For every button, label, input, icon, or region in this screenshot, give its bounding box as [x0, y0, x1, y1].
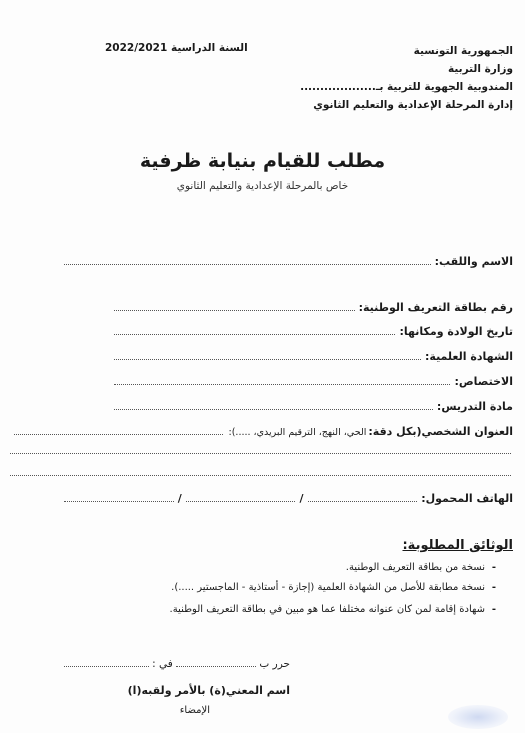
header-republic: الجمهورية التونسية	[413, 45, 513, 57]
header-ministry: وزارة التربية	[447, 63, 513, 75]
field-address[interactable]	[10, 423, 513, 438]
document-text: نسخة من بطاقة التعريف الوطنية.	[345, 562, 485, 573]
field-birth-label: تاريخ الولادة ومكانها:	[399, 325, 513, 338]
field-subject-label: مادة التدريس:	[436, 400, 513, 413]
field-subject[interactable]	[110, 398, 513, 413]
field-address-hint: الحي، النهج، الترقيم البريدي، .....):	[228, 427, 367, 438]
phone-part-1[interactable]	[308, 490, 418, 502]
document-text: شهادة إقامة لمن كان عنوانه مختلفا عما هو مبين في بطاقة التعريف الوطنية.	[169, 604, 485, 615]
phone-separator-1: /	[299, 492, 304, 505]
field-specialty-line[interactable]	[114, 373, 450, 385]
field-phone-label: الهاتف المحمول:	[421, 492, 513, 505]
header-directorate: إدارة المرحلة الإعدادية والتعليم الثانوي	[313, 99, 513, 111]
document-item	[170, 604, 503, 615]
phone-part-2[interactable]	[186, 490, 296, 502]
field-birth[interactable]	[110, 323, 513, 338]
made-on-date[interactable]	[64, 666, 149, 667]
phone-separator-2: /	[177, 492, 182, 505]
document-text: نسخة مطابقة للأصل من الشهادة العلمية (إجازة - أستاذية - الماجستير .....).	[171, 582, 485, 593]
document-bullet: -	[491, 604, 497, 615]
document-item	[171, 582, 503, 593]
field-address-line[interactable]	[14, 423, 223, 435]
field-name-label: الاسم واللقب:	[434, 255, 513, 268]
applicant-name-label: اسم المعني(ة) بالأمر ولقبه(ا)	[127, 684, 290, 697]
document-bullet: -	[491, 562, 497, 573]
field-id-card[interactable]	[110, 299, 513, 314]
field-phone[interactable]	[60, 490, 513, 505]
address-line-3[interactable]	[10, 474, 511, 476]
form-subtitle: خاص بالمرحلة الإعدادية والتعليم الثانوي	[176, 180, 349, 192]
field-name-line[interactable]	[64, 253, 431, 265]
header-regional: المندوبية الجهوية للتربية بـ...................	[300, 81, 513, 93]
school-year: السنة الدراسية 2022/2021	[105, 42, 248, 54]
field-degree-line[interactable]	[114, 348, 421, 360]
field-birth-line[interactable]	[114, 323, 395, 335]
document-bullet: -	[491, 582, 497, 593]
blue-smudge-mark	[448, 705, 508, 729]
documents-title: الوثائق المطلوبة:	[402, 538, 513, 553]
field-id-card-line[interactable]	[114, 299, 355, 311]
made-on-label: في :	[152, 658, 173, 670]
signature-label: الإمضاء	[179, 705, 210, 716]
field-address-label: العنوان الشخصي(بكل دقة:	[368, 425, 513, 438]
made-at-line	[64, 658, 290, 670]
document-item	[346, 562, 503, 573]
field-id-card-label: رقم بطاقة التعريف الوطنية:	[358, 301, 513, 314]
field-specialty-label: الاختصاص:	[454, 375, 513, 388]
address-line-2[interactable]	[10, 452, 511, 454]
field-subject-line[interactable]	[114, 398, 433, 410]
field-specialty[interactable]	[110, 373, 513, 388]
field-name[interactable]	[60, 253, 513, 268]
form-title: مطلب للقيام بنيابة ظرفية	[139, 150, 386, 172]
header-block	[300, 42, 513, 114]
field-degree-label: الشهادة العلمية:	[425, 350, 513, 363]
made-at-label: حرر ب	[259, 658, 290, 670]
field-degree[interactable]	[110, 348, 513, 363]
phone-part-3[interactable]	[64, 490, 174, 502]
made-at-place[interactable]	[176, 666, 256, 667]
